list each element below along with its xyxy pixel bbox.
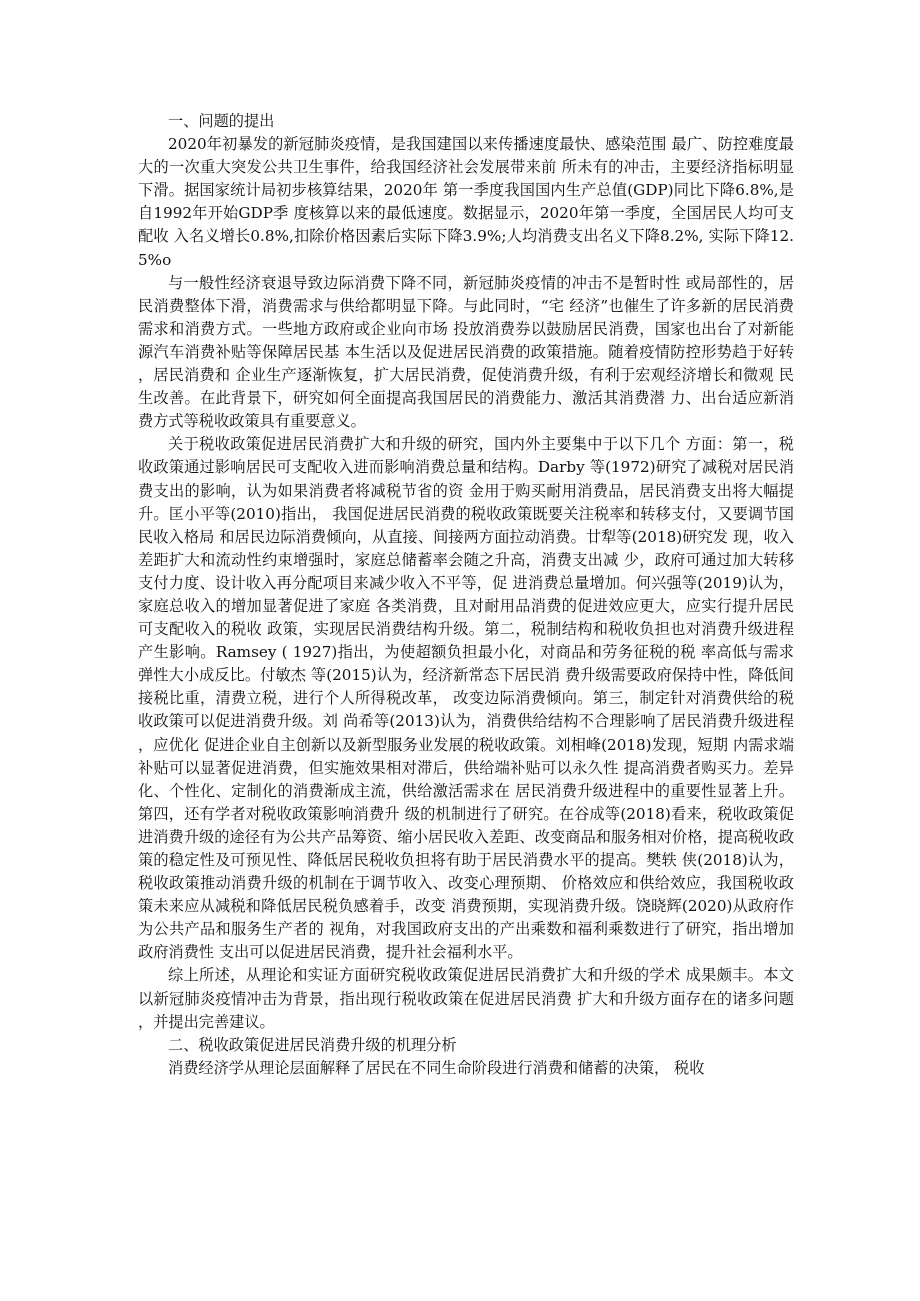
document-page <box>138 110 794 1080</box>
paragraph-epidemic-impact: 与一般性经济衰退导致边际消费下降不同，新冠肺炎疫情的冲击不是暂时性 或局部性的，居民消费整体下滑，消费需求与供给都明显下降。与此同时，“宅 经济”也催生了许多新的居民消费需求和消费方式。一些地方政府或企业向市场 投放消费券以鼓励居民消费，国家也出台了对新能源汽车消费补贴等保障居民基 本生活以及促进居民消费的政策措施。随着疫情防控形势趋于好转，居民消费和 企业生产逐渐恢复，扩大居民消费，促使消费升级，有利于宏观经济增长和微观 民生改善。在此背景下，研究如何全面提高我国居民的消费能力、激活其消费潜 力、出台适应新消费方式等税收政策具有重要意义。 <box>138 273 794 431</box>
paragraph-mechanism-intro: 消费经济学从理论层面解释了居民在不同生命阶段进行消费和储蓄的决策， 税收 <box>168 1058 705 1077</box>
paragraph-background: 2020年初暴发的新冠肺炎疫情，是我国建国以来传播速度最快、感染范围 最广、防控难度最大的一次重大突发公共卫生事件，给我国经济社会发展带来前 所未有的冲击，主要经济指标明显下滑。据国家统计局初步核算结果，2020年 第一季度我国国内生产总值(GDP)同比下降6.8%,是自1992年开始GDP季 度核算以来的最低速度。数据显示，2020年第一季度，全国居民人均可支配收 入名义增长0.8%,扣除价格因素后实际下降3.9%;人均消费支出名义下降8.2%, 实际下降12.5%o <box>138 135 794 269</box>
paragraph-literature-review: 关于税收政策促进居民消费扩大和升级的研究，国内外主要集中于以下几个 方面：第一，税收政策通过影响居民可支配收入进而影响消费总量和结构。Darby 等(1972)研究了减税对居民消费支出的影响，认为如果消费者将减税节省的资 金用于购买耐用消费品，居民消费支出将大幅提升。匡小平等(2010)指出， 我国促进居民消费的税收政策既要关注税率和转移支付，又要调节国民收入格局 和居民边际消费倾向，从直接、间接两方面拉动消费。廿犁等(2018)研究发 现，收入差距扩大和流动性约束增强时，家庭总储蓄率会随之升高，消费支出减 少，政府可通过加大转移支付力度、设计收入再分配项目来减少收入不平等，促 进消费总量增加。何兴强等(2019)认为，家庭总收入的增加显著促进了家庭 各类消费，且对耐用品消费的促进效应更大，应实行提升居民可支配收入的税收 政策，实现居民消费结构升级。第二，税制结构和税收负担也对消费升级进程产生影响。Ramsey ( 1927)指出，为使超额负担最小化，对商品和劳务征税的税 率高低与需求弹性大小成反比。付敏杰 等(2015)认为，经济新常态下居民消 费升级需要政府保持中性，降低间接税比重，清费立税，进行个人所得税改革， 改变边际消费倾向。第三，制定针对消费供给的税收政策可以促进消费升级。刘 尚希等(2013)认为，消费供给结构不合理影响了居民消费升级进程，应优化 促进企业自主创新以及新型服务业发展的税收政策。刘相峰(2018)发现，短期 内需求端补贴可以显著促进消费，但实施效果相对滞后，供给端补贴可以永久性 提高消费者购买力。差异化、个性化、定制化的消费渐成主流，供给激活需求在 居民消费升级进程中的重要性显著上升。第四，还有学者对税收政策影响消费升 级的机制进行了研究。在谷成等(2018)看来，税收政策促进消费升级的途径有为公共产品筹资、缩小居民收入差距、改变商品和服务相对价格，提高税收政 策的稳定性及可预见性、降低居民税收负担将有助于居民消费水平的提高。樊轶 侠(2018)认为，税收政策推动消费升级的机制在于调节收入、改变心理预期、 价格效应和供给效应，我国税收政策未来应从减税和降低居民税负感着手，改变 消费预期，实现消费升级。饶晓辉(2020)从政府作为公共产品和服务生产者的 视角，对我国政府支出的产出乘数和福利乘数进行了研究，指出增加政府消费性 支出可以促进居民消费，提升社会福利水平。 <box>138 435 794 962</box>
section-heading-1: 一、问题的提出 <box>168 112 275 130</box>
section-heading-2: 二、税收政策促进居民消费升级的机理分析 <box>168 1035 457 1054</box>
paragraph-summary: 综上所述，从理论和实证方面研究税收政策促进居民消费扩大和升级的学术 成果颇丰。本文以新冠肺炎疫情冲击为背景，指出现行税收政策在促进居民消费 扩大和升级方面存在的诸多问题，并提出完善建议。 <box>138 966 794 1031</box>
